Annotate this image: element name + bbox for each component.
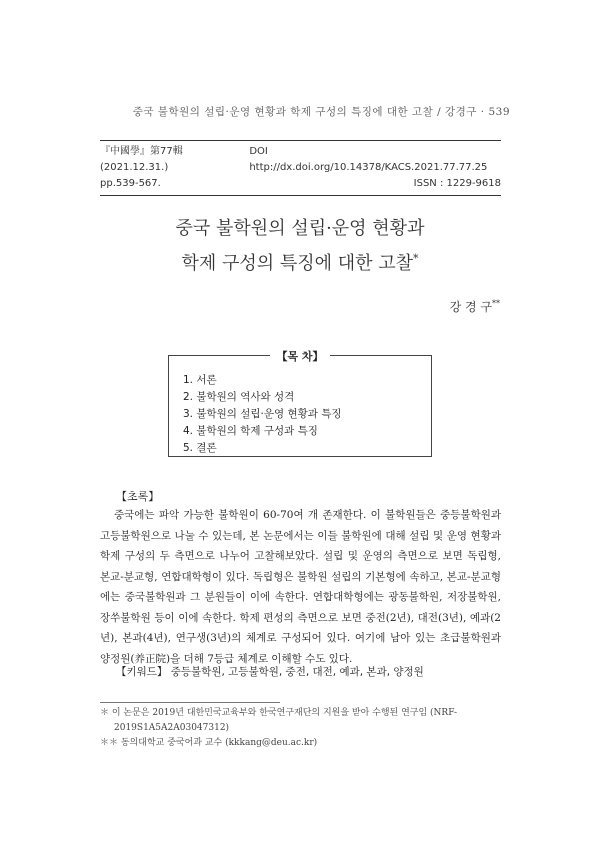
author-name: 강 경 구 [449,300,492,314]
author [450,298,500,315]
toc-item: 2. 불학원의 역사와 성격 [183,391,295,403]
title-line-1: 중국 불학원의 설립·운영 현황과 [175,218,425,239]
footnotes [100,706,501,751]
footnote-2: ＊＊ 동의대학교 중국어과 교수 (kkkang@deu.ac.kr) [100,738,318,748]
title-footnote-mark: * [413,252,419,265]
toc-item: 4. 불학원의 학제 구성과 특징 [183,425,318,437]
footnote-divider [100,702,280,703]
toc-item: 5. 결론 [183,442,217,454]
abstract-label: 【초록】 [116,490,160,503]
table-of-contents [168,350,432,457]
running-header: 중국 불학원의 설립·운영 현황과 학제 구성의 특징에 대한 고찰 / 강경구 · 539 [132,106,510,118]
issn: ISSN : 1229-9618 [413,178,501,189]
article-meta [100,140,501,196]
toc-heading: 【목 차】 [169,348,431,364]
title-line-2: 학제 구성의 특징에 대한 고찰 [181,253,414,274]
footnote-1: ＊ 이 논문은 2019년 대한민국교육부와 한국연구재단의 지원을 받아 수행된 연구임 (NRF-2019S1A5A2A03047312) [100,708,458,733]
toc-item: 1. 서론 [183,374,217,386]
toc-item: 3. 불학원의 설립·운영 현황과 특징 [183,408,342,420]
doi[interactable]: DOI http://dx.doi.org/10.14378/KACS.2021.77.77.25 [249,146,488,173]
paper-title [0,214,600,279]
journal-info: 『中國學』第77輯 (2021.12.31.) [100,146,183,173]
page-range: pp.539-567. [100,178,161,189]
author-footnote-mark: ** [492,299,500,308]
toc-list [183,372,342,457]
abstract-text: 중국에는 파악 가능한 불학원이 60-70여 개 존재한다. 이 불학원들은 중등불학원과 고등불학원으로 나눌 수 있는데, 본 논문에서는 이들 불학원에 대해 설립 및 운영 현황과 학제 구성의 두 측면으로 나누어 고찰해보았다. 설립 및 운영의 측면으로 보면 독립형, 본교-분교형, 연합대학형이 있다. 독립형은 불학원 설립의 기본형에 속하고, 본교-분교형에는 중국불학원과 그 분원들이 이에 속한다. 연합대학형에는 광동불학원, 저장불학원, 장쑤불학원 등이 이에 속한다. 학제 편성의 측면으로 보면 중전(2년), 대전(3년), 예과(2년), 본과(4년), 연구생(3년)의 체계로 구성되어 있다. 여기에 남아 있는 초급불학원과 양정원(养正院)을 더해 7등급 체계로 이해할 수도 있다. [100,509,501,665]
keywords: 【키워드】 중등불학원, 고등불학원, 중전, 대전, 예과, 본과, 양정원 [116,666,424,678]
